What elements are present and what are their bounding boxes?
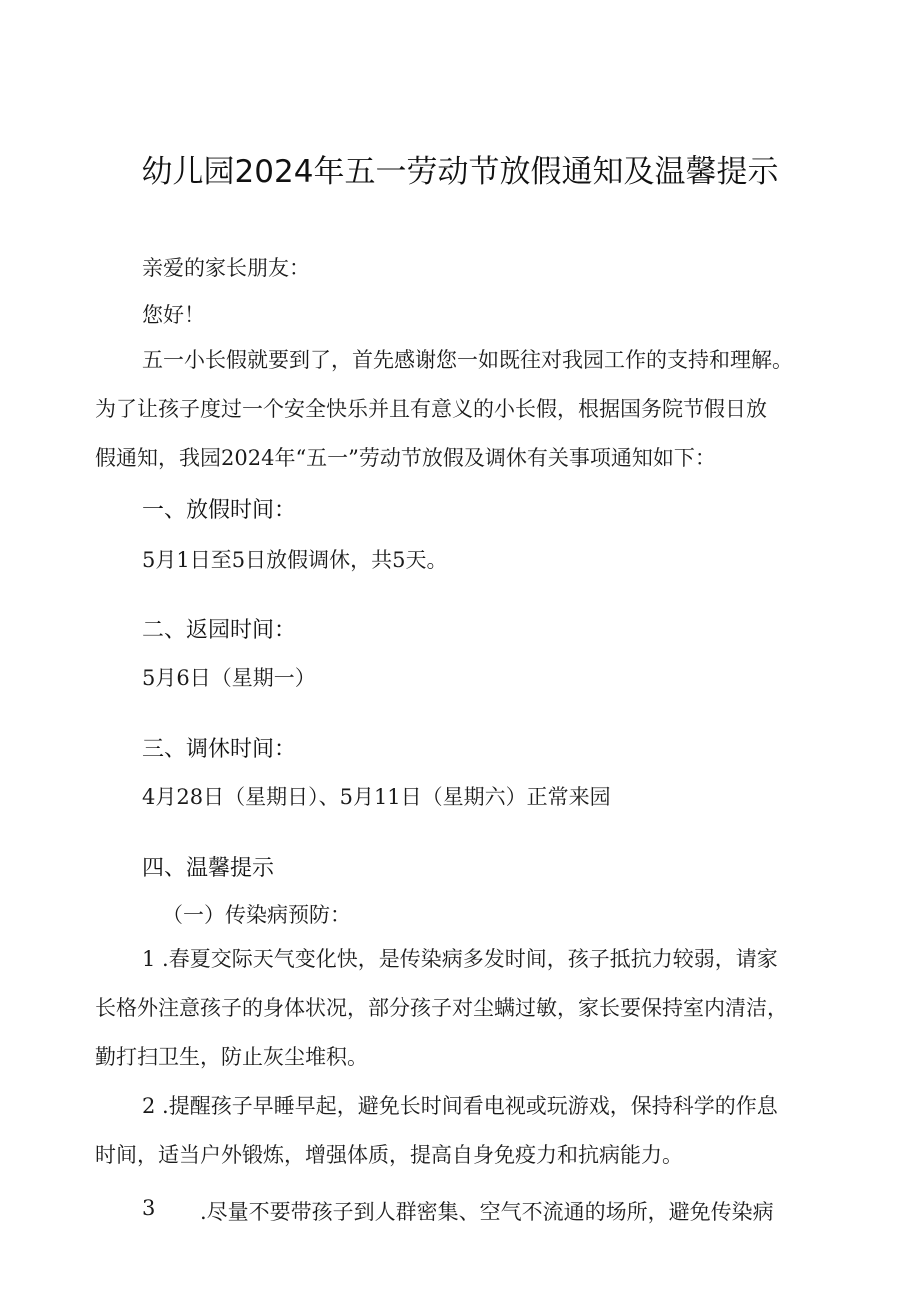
tip-line: 2 .提醒孩子早睡早起，避免长时间看电视或玩游戏，保持科学的作息 (142, 1094, 778, 1118)
tip-line: 时间，适当户外锻炼，增强体质，提高自身免疫力和抗病能力。 (95, 1143, 683, 1167)
tip-line: 勤打扫卫生，防止灰尘堆积。 (95, 1045, 368, 1069)
section-heading-holiday: 一、放假时间： (142, 498, 297, 523)
tips-heading: 四、温馨提示 (142, 856, 275, 881)
document-title: 幼儿园2024年五一劳动节放假通知及温馨提示 (141, 154, 779, 190)
tip-3-text: .尽量不要带孩子到人群密集、空气不流通的场所，避免传染病 (200, 1200, 774, 1224)
intro-line: 假通知，我园2024年“五一”劳动节放假及调休有关事项通知如下： (95, 446, 716, 470)
tip-line: 1 .春夏交际天气变化快，是传染病多发时间，孩子抵抗力较弱，请家 (142, 947, 778, 971)
section-heading-return: 二、返园时间： (142, 618, 297, 643)
greeting: 您好！ (142, 303, 205, 327)
section-content-return: 5月6日（星期一） (142, 666, 316, 690)
intro-paragraph (95, 336, 835, 483)
tip-1-paragraph (95, 935, 835, 1082)
intro-line: 为了让孩子度过一个安全快乐并且有意义的小长假，根据国务院节假日放 (95, 397, 767, 421)
tips-subheading: （一）传染病预防： (162, 903, 351, 927)
section-content-holiday: 5月1日至5日放假调休，共5天。 (142, 548, 448, 572)
section-content-makeup: 4月28日（星期日）、5月11日（星期六）正常来园 (142, 785, 611, 809)
tip-3-number: 3 (142, 1196, 156, 1220)
intro-line: 五一小长假就要到了，首先感谢您一如既往对我园工作的支持和理解。 (142, 348, 793, 372)
salutation: 亲爱的家长朋友： (142, 256, 310, 280)
tip-2-paragraph (95, 1082, 835, 1180)
tip-line: 长格外注意孩子的身体状况，部分孩子对尘螨过敏，家长要保持室内清洁， (95, 996, 788, 1020)
section-heading-makeup: 三、调休时间： (142, 737, 297, 762)
